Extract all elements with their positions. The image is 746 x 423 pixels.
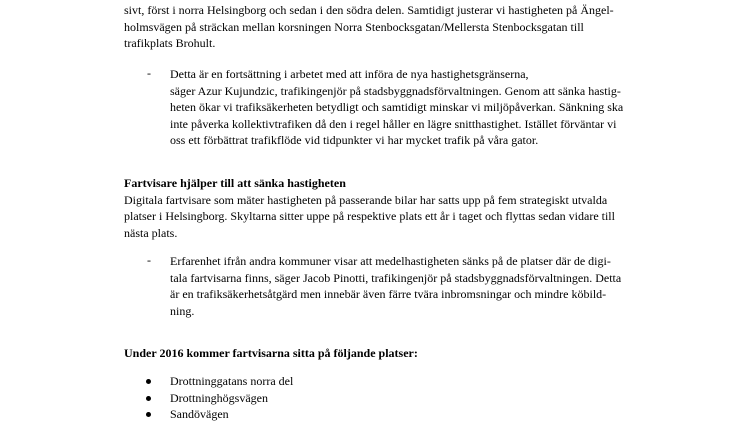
quote-line: ning. bbox=[170, 303, 195, 318]
locations-heading-block bbox=[124, 345, 644, 362]
quote-line: tala fartvisarna finns, säger Jacob Pinotti, trafikingenjör på stadsbyggnadsförvaltningen. Detta bbox=[170, 270, 622, 285]
intro-line: holmsvägen på sträckan mellan korsningen Norra Stenbocksgatan/Mellersta Stenbocksgatan till bbox=[124, 19, 584, 34]
section-line: nästa plats. bbox=[124, 225, 178, 240]
bullet-icon bbox=[146, 412, 151, 417]
quote-line: heten ökar vi trafiksäkerheten betydligt och samtidigt minskar vi miljöpåverkan. Sänkning ska bbox=[170, 100, 624, 115]
quote-dash: - bbox=[147, 66, 151, 80]
quote-line: Detta är en fortsättning i arbetet med att införa de nya hastighetsgränserna, bbox=[170, 67, 529, 81]
bullet-icon bbox=[146, 379, 151, 384]
intro-paragraph bbox=[124, 2, 644, 52]
quote-dash: - bbox=[147, 253, 151, 267]
bullet-icon bbox=[146, 396, 151, 401]
quote-line: säger Azur Kujundzic, trafikingenjör på stadsbyggnadsförvaltningen. Genom att sänka hastig- bbox=[170, 83, 621, 98]
locations-heading: Under 2016 kommer fartvisarna sitta på följande platser: bbox=[124, 346, 418, 360]
quote-line: är en trafiksäkerhetsåtgärd men innebär även färre tvära inbromsningar och mindre köbild- bbox=[170, 287, 607, 302]
intro-line: sivt, först i norra Helsingborg och sedan i den södra delen. Samtidigt justerar vi hastigheten på Ängel- bbox=[124, 3, 614, 17]
section-line: Digitala fartvisare som mäter hastigheten på passerande bilar har satts upp på fem strategiskt utvalda bbox=[124, 192, 608, 207]
quote-line: oss ett förbättrat trafikflöde vid tidpunkter vi har mycket trafik på våra gator. bbox=[170, 133, 539, 148]
quote-line: inte påverka kollektivtrafiken då den i regel håller en lägre snitthastighet. Istället förväntar vi bbox=[170, 116, 617, 131]
section-fartvisare bbox=[124, 175, 644, 241]
quote-paragraph-2 bbox=[170, 253, 660, 319]
intro-line: trafikplats Brohult. bbox=[124, 36, 216, 51]
list-item-label: Sandövägen bbox=[170, 407, 229, 422]
quote-line: Erfarenhet ifrån andra kommuner visar att medelhastigheten sänks på de platser där de digi- bbox=[170, 254, 611, 268]
list-item-label: Drottninghögsvägen bbox=[170, 390, 268, 405]
list-item-label: Drottninggatans norra del bbox=[170, 374, 294, 388]
quote-paragraph-1 bbox=[170, 66, 660, 149]
section-line: platser i Helsingborg. Skyltarna sitter uppe på respektive plats ett år i taget och flyttas sedan vidare till bbox=[124, 209, 615, 224]
section-heading: Fartvisare hjälper till att sänka hastigheten bbox=[124, 176, 346, 190]
